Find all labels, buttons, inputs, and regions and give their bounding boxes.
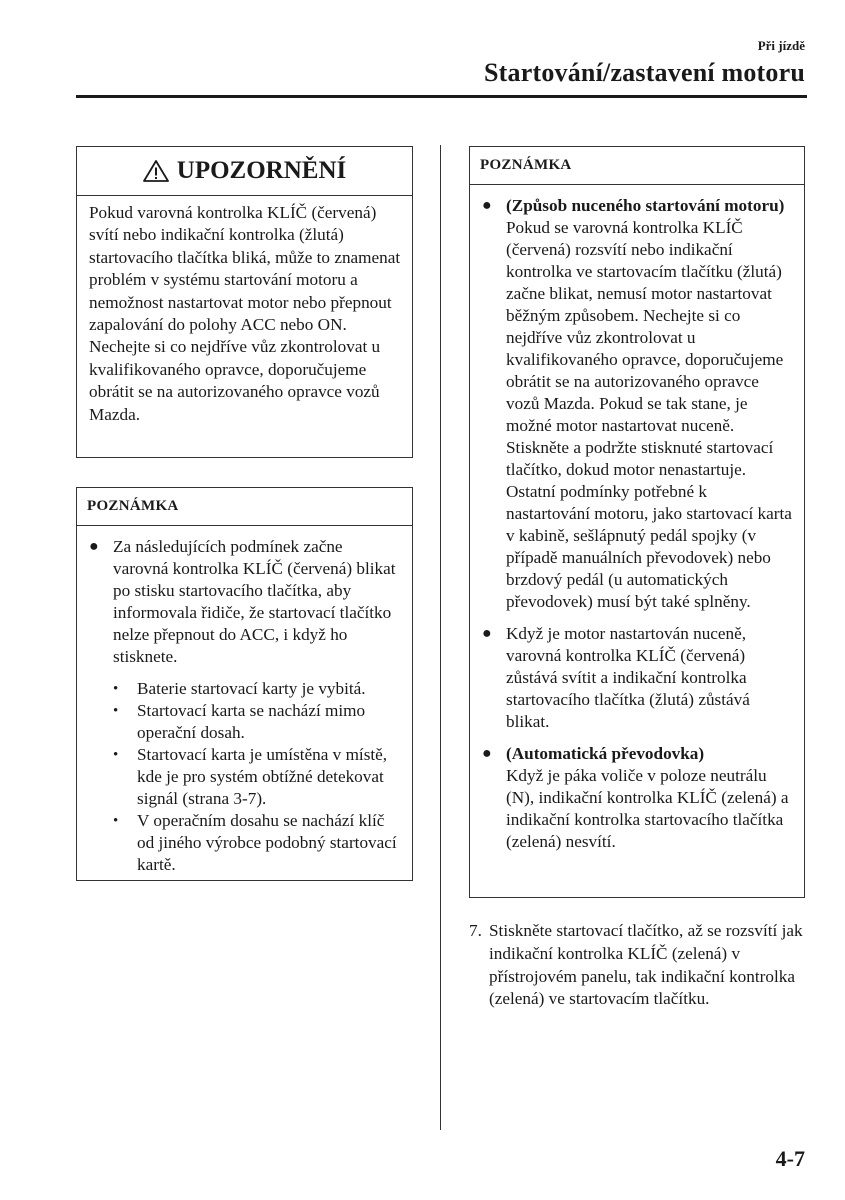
sub-bullet-icon: •: [113, 747, 119, 763]
sub-bullet-icon: •: [113, 703, 119, 719]
warning-title: UPOZORNĚNÍ: [176, 157, 347, 184]
note-box-right: [469, 146, 805, 898]
bullet-text: Když je páka voliče v poloze neutrálu (N), indikační kontrolka KLÍČ (zelená) a indikační kontrolka startovacího tlačítka (zelená) nesvítí.: [506, 766, 789, 851]
bullet-text: Pokud se varovná kontrolka KLÍČ (červená) rozsvítí nebo indikační kontrolka ve startovacím tlačítku (žlutá) začne blikat, nemusí motor nastartovat běžným způsobem. Nechejte si co nejdříve vůz zkontrolovat u kvalifikovaného opravce, doporučujeme obrátit se na autorizovaného opravce vozů Mazda. Pokud se tak stane, je možné motor nastartovat nuceně. Stiskněte a podržte stisknuté startovací tlačítko, dokud motor nenastartuje. Ostatní podmínky potřebné k nastartování motoru, jako startovací karta v kabině, sešlápnutý pedál spojky (v případě manuálních převodovek) nebo brzdový pedál (u automatických převodovek) musí být také splněny.: [506, 218, 792, 611]
sub-list-item: • V operačním dosahu se nachází klíč od jiného výrobce podobný startovací kartě.: [113, 811, 397, 874]
title-rule: [76, 95, 807, 98]
sub-list-item: • Startovací karta se nachází mimo operační dosah.: [113, 701, 366, 742]
warning-header: [77, 147, 412, 196]
list-item: [482, 743, 794, 853]
step-text: Stiskněte startovací tlačítko, až se rozsvítí jak indikační kontrolka KLÍČ (zelená) v přístrojovém panelu, tak indikační kontrolka (zelená) ve startovacím tlačítku.: [489, 921, 803, 1009]
sub-bullet-icon: •: [113, 813, 119, 829]
bullet-icon: ●: [482, 625, 492, 642]
bullet-heading: (Automatická převodovka): [506, 744, 705, 763]
list-item: [482, 195, 794, 613]
bullet-text: Když je motor nastartován nuceně, varovná kontrolka KLÍČ (červená) zůstává svítit a indikační kontrolka startovacího tlačítka (žlutá) zůstává blikat.: [506, 624, 750, 731]
section-label: Při jízdě: [757, 38, 805, 53]
sub-list: [113, 678, 402, 876]
step-number: 7.: [469, 921, 482, 940]
note-right-body: [470, 185, 804, 853]
warning-box: [76, 146, 413, 458]
bullet-icon: ●: [89, 538, 99, 555]
warning-triangle-icon: [143, 159, 169, 183]
page-title: Startování/zastavení motoru: [484, 58, 805, 87]
step-item: [469, 920, 805, 1011]
note-box-left: [76, 487, 413, 881]
note-right-title: POZNÁMKA: [470, 147, 804, 185]
list-item: [482, 623, 794, 733]
sub-list-item: • Startovací karta je umístěna v místě, kde je pro systém obtížné detekovat signál (strana 3-7).: [113, 745, 388, 808]
note-left-body: [77, 526, 412, 876]
bullet-icon: ●: [482, 197, 492, 214]
column-divider: [440, 145, 441, 1130]
bullet-heading: (Způsob nuceného startování motoru): [506, 196, 785, 215]
page-number: 4-7: [775, 1146, 805, 1171]
sub-list-item: • Baterie startovací karty je vybitá.: [113, 679, 366, 698]
note-left-bullet-text: Za následujících podmínek začne varovná kontrolka KLÍČ (červená) blikat po stisku startovacího tlačítka, aby informovala řidiče, že startovací tlačítko nelze přepnout do ACC, i když ho stisknete.: [113, 537, 396, 666]
note-left-title: POZNÁMKA: [77, 488, 412, 526]
list-item: [89, 536, 402, 876]
warning-text: Pokud varovná kontrolka KLÍČ (červená) svítí nebo indikační kontrolka (žlutá) startovacího tlačítka bliká, může to znamenat problém v systému startování motoru a nemožnost nastartovat motor nebo přepnout zapalování do polohy ACC nebo ON. Nechejte si co nejdříve vůz zkontrolovat u kvalifikovaného opravce, doporučujeme obrátit se na autorizovaného opravce vozů Mazda.: [89, 203, 401, 424]
sub-bullet-icon: •: [113, 681, 119, 697]
bullet-icon: ●: [482, 745, 492, 762]
